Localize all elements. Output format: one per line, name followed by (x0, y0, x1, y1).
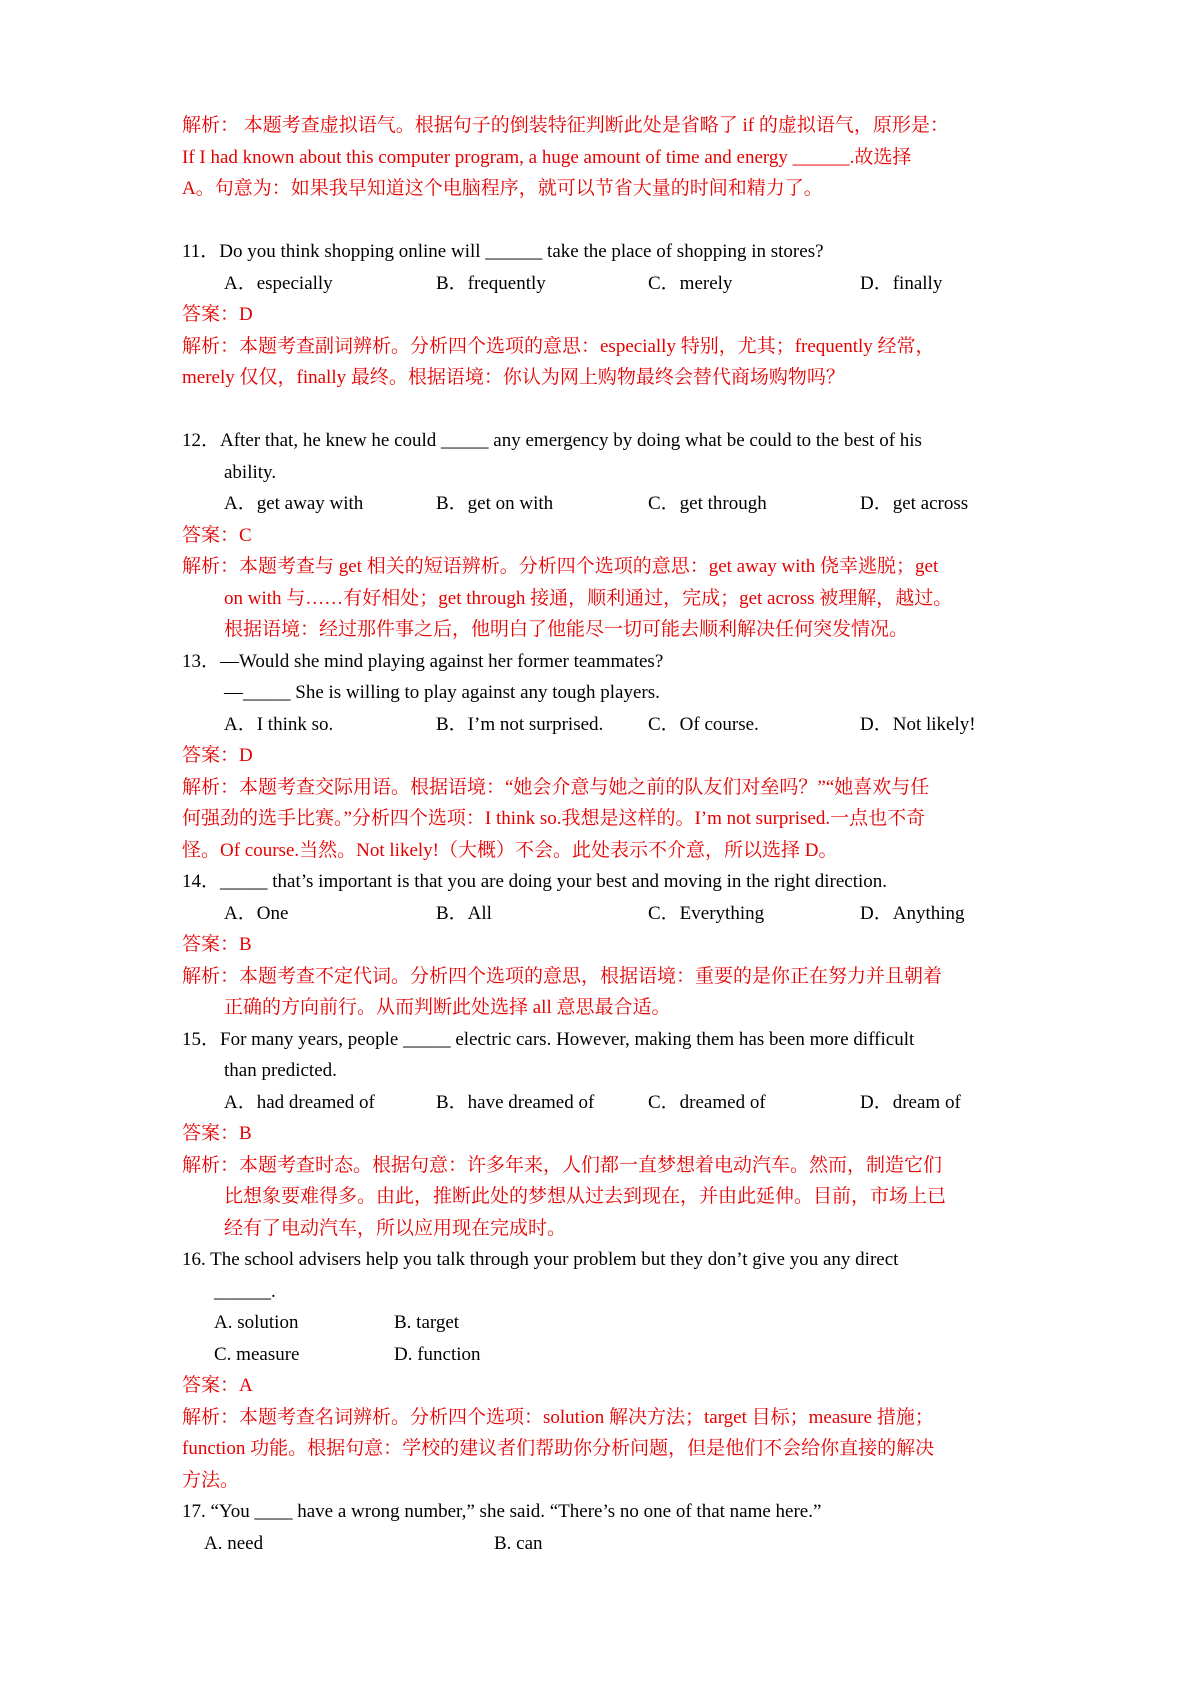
question-14 (182, 866, 1024, 1024)
options-row (182, 488, 1024, 520)
question-12 (182, 425, 1024, 646)
answer: 答案：B (182, 934, 252, 955)
analysis-line: 根据语境：经过那件事之后，他明白了他能尽一切可能去顺利解决任何突发情况。 (224, 619, 909, 640)
question-reply: —_____ She is willing to play against any tough players. (224, 682, 660, 703)
question-stem: 13．—Would she mind playing against her former teammates? (182, 650, 664, 672)
question-stem: 15．For many years, people _____ electric cars. However, making them has been more difficult (182, 1028, 915, 1050)
option-c: C．Of course. (648, 713, 759, 735)
analysis-line: 何强劲的选手比赛。”分析四个选项：I think so.我想是这样的。I’m not surprised.一点也不奇 (182, 808, 926, 829)
analysis-line: merely 仅仅，finally 最终。根据语境：你认为网上购物最终会替代商场购物吗？ (182, 367, 845, 388)
analysis-line: 方法。 (182, 1469, 240, 1491)
analysis-line: 解析：本题考查不定代词。分析四个选项的意思，根据语境：重要的是你正在努力并且朝着 (182, 965, 943, 987)
option-d: D．finally (860, 272, 943, 294)
options-row (182, 268, 1024, 300)
option-d: D．dream of (860, 1091, 961, 1113)
options-row (182, 1528, 1024, 1560)
analysis-line: 解析：本题考查与 get 相关的短语辨析。分析四个选项的意思：get away with 侥幸逃脱；get (182, 556, 939, 577)
analysis-line: If I had known about this computer program, a huge amount of time and energy ______.故选择 (182, 146, 912, 168)
question-stem: 17. “You ____ have a wrong number,” she said. “There’s no one of that name here.” (182, 1501, 822, 1522)
analysis-line: 解析：本题考查时态。根据句意：许多年来，人们都一直梦想着电动汽车。然而，制造它们 (182, 1154, 943, 1176)
option-d: D．get across (860, 493, 969, 514)
option-d: D．Not likely! (860, 713, 976, 735)
option-c: C．get through (648, 493, 767, 514)
question-stem-cont: than predicted. (224, 1060, 337, 1081)
option-b: B．I’m not surprised. (436, 713, 604, 735)
question-stem: 16. The school advisers help you talk through your problem but they don’t give you any direct (182, 1249, 899, 1270)
option-c: C．dreamed of (648, 1091, 766, 1113)
document-page (182, 110, 1024, 1559)
option-a: A．especially (224, 272, 333, 294)
option-a: A．had dreamed of (224, 1091, 375, 1113)
question-stem-cont: ______. (214, 1280, 276, 1302)
answer: 答案：A (182, 1375, 253, 1396)
option-d: D．Anything (860, 902, 965, 924)
option-a: A. need (204, 1532, 264, 1554)
option-c: C．Everything (648, 902, 765, 924)
question-13 (182, 646, 1024, 867)
analysis-line: A。句意为：如果我早知道这个电脑程序，就可以节省大量的时间和精力了。 (182, 178, 823, 199)
option-b: B．have dreamed of (436, 1091, 595, 1113)
question-stem: 14．_____ that’s important is that you are doing your best and moving in the right direction. (182, 871, 888, 892)
analysis-line: 解析：本题考查名词辨析。分析四个选项：solution 解决方法；target 目标；measure 措施； (182, 1406, 934, 1428)
question-stem: 11．Do you think shopping online will ______ take the place of shopping in stores? (182, 241, 824, 262)
question-stem: 12．After that, he knew he could _____ any emergency by doing what be could to the best of his (182, 430, 922, 451)
option-c: C. measure (214, 1343, 300, 1365)
analysis-line: 解析：本题考查副词辨析。分析四个选项的意思：especially 特别，尤其；frequently 经常， (182, 335, 935, 357)
analysis-line: function 功能。根据句意：学校的建议者们帮助你分析问题，但是他们不会给你直接的解决 (182, 1438, 935, 1459)
answer: 答案：B (182, 1123, 252, 1144)
option-b: B．get on with (436, 493, 554, 514)
question-stem-cont: ability. (224, 461, 277, 483)
question-11 (182, 236, 1024, 394)
options-row (182, 709, 1024, 741)
option-c: C．merely (648, 272, 733, 294)
option-a: A．I think so. (224, 713, 334, 735)
options-row (182, 1307, 1024, 1339)
question-17 (182, 1496, 1024, 1559)
analysis-line: 比想象要难得多。由此，推断此处的梦想从过去到现在，并由此延伸。目前，市场上已 (224, 1186, 947, 1207)
option-b: B．frequently (436, 272, 546, 294)
question-15 (182, 1024, 1024, 1245)
option-a: A．One (224, 902, 289, 924)
answer: 答案：C (182, 524, 252, 546)
options-row (182, 1087, 1024, 1119)
analysis-line: 怪。Of course.当然。Not likely!（大概）不会。此处表示不介意，所以选择 D。 (182, 839, 838, 861)
question-16 (182, 1244, 1024, 1496)
analysis-q10 (182, 110, 1024, 205)
analysis-line: 解析：本题考查交际用语。根据语境：“她会介意与她之前的队友们对垒吗？”“她喜欢与任 (182, 776, 930, 798)
analysis-line: 正确的方向前行。从而判断此处选择 all 意思最合适。 (224, 997, 671, 1018)
options-row (182, 898, 1024, 930)
analysis-line: 解析： 本题考查虚拟语气。根据句子的倒装特征判断此处是省略了 if 的虚拟语气，原形是： (182, 115, 949, 136)
analysis-line: on with 与……有好相处；get through 接通，顺利通过，完成；get across 被理解，越过。 (224, 587, 953, 609)
option-a: A．get away with (224, 493, 364, 514)
options-row (182, 1339, 1024, 1371)
answer: 答案：D (182, 304, 253, 325)
option-d: D. function (394, 1343, 481, 1365)
answer: 答案：D (182, 745, 253, 766)
option-b: B．All (436, 902, 492, 924)
option-b: B. target (394, 1312, 460, 1333)
analysis-line: 经有了电动汽车，所以应用现在完成时。 (224, 1217, 567, 1239)
option-a: A. solution (214, 1312, 299, 1333)
option-b: B. can (494, 1532, 543, 1554)
